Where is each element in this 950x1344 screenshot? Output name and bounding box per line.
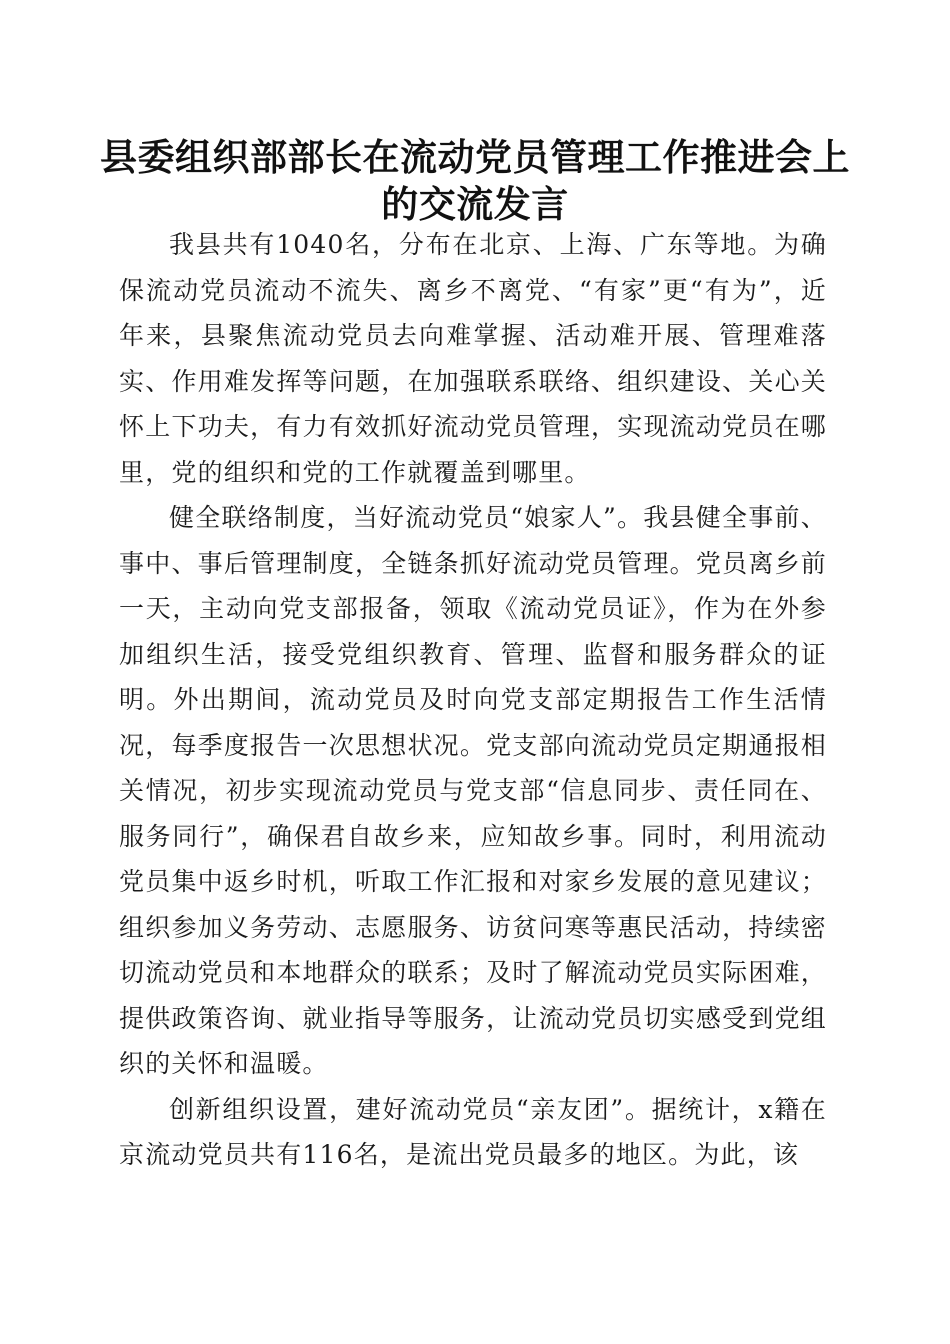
document-title: 县委组织部部长在流动党员管理工作推进会上的交流发言 <box>100 135 850 226</box>
paragraph-2: 健全联络制度，当好流动党员“娘家人”。我县健全事前、事中、事后管理制度，全链条抓好流动党员管理。党员离乡前一天，主动向党支部报备，领取《流动党员证》，作为在外参加组织生活，接受党组织教育、管理、监督和服务群众的证明。外出期间，流动党员及时向党支部定期报告工作生活情况，每季度报告一次思想状况。党支部向流动党员定期通报相关情况，初步实现流动党员与党支部“信息同步、责任同在、服务同行”，确保君自故乡来，应知故乡事。同时，利用流动党员集中返乡时机，听取工作汇报和对家乡发展的意见建议；组织参加义务劳动、志愿服务、访贫问寒等惠民活动，持续密切流动党员和本地群众的联系；及时了解流动党员实际困难，提供政策咨询、就业指导等服务，让流动党员切实感受到党组织的关怀和温暖。 <box>119 503 827 1078</box>
paragraph-3: 创新组织设置，建好流动党员“亲友团”。据统计，x籍在京流动党员共有116名，是流出党员最多的地区。为此，该 <box>119 1094 827 1169</box>
paragraph-1: 我县共有1040名，分布在北京、上海、广东等地。为确保流动党员流动不流失、离乡不离党、“有家”更“有为”，近年来，县聚焦流动党员去向难掌握、活动难开展、管理难落实、作用难发挥等问题，在加强联系联络、组织建设、关心关怀上下功夫，有力有效抓好流动党员管理，实现流动党员在哪里，党的组织和党的工作就覆盖到哪里。 <box>119 230 827 487</box>
document-body <box>119 222 827 1178</box>
